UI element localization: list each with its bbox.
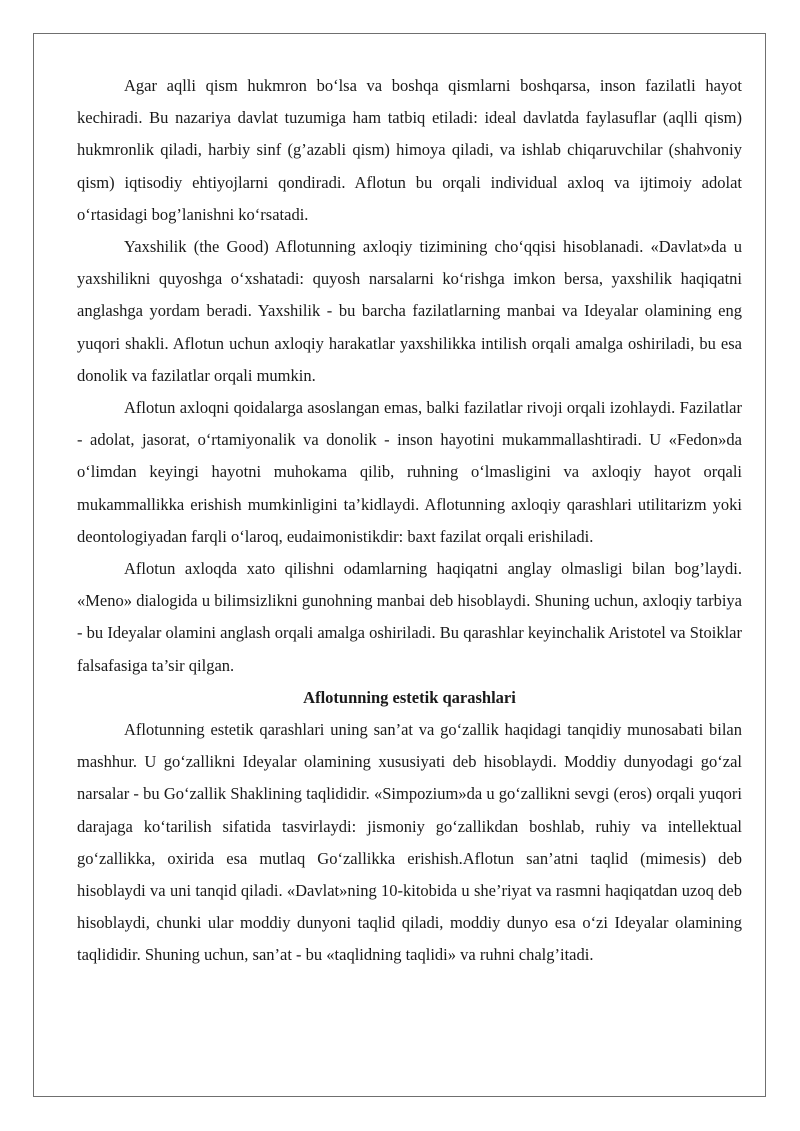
paragraph: Yaxshilik (the Good) Aflotunning axloqiy tizimining cho‘qqisi hisoblanadi. «Davlat»da u yaxshilikni quyoshga o‘xshatadi: quyosh narsalarni ko‘rishga imkon bersa, yaxshilik haqiqatni anglashga yordam beradi. Yaxshilik - bu barcha fazilatlarning manbai va Ideyalar olamining eng yuqori shakli. Aflotun uchun axloqiy harakatlar yaxshilikka intilish orqali amalga oshiriladi, bu esa donolik va fazilatlar orqali mumkin.	[77, 237, 742, 385]
paragraph: Aflotun axloqda xato qilishni odamlarning haqiqatni anglay olmasligi bilan bog’laydi. «Meno» dialogida u bilimsizlikni gunohning manbai deb hisoblaydi. Shuning uchun, axloqiy tarbiya - bu Ideyalar olamini anglash orqali amalga oshiriladi. Bu qarashlar keyinchalik Aristotel va Stoiklar falsafasiga ta’sir qilgan.	[77, 559, 742, 675]
paragraph: Aflotunning estetik qarashlari uning san’at va go‘zallik haqidagi tanqidiy munosabati bilan mashhur. U go‘zallikni Ideyalar olamining xususiyati deb hisoblaydi. Moddiy dunyodagi go‘zal narsalar - bu Go‘zallik Shaklining taqlididir. «Simpozium»da u go‘zallikni sevgi (eros) orqali yuqori darajaga ko‘tarilish sifatida tasvirlaydi: jismoniy go‘zallikdan boshlab, ruhiy va intellektual go‘zallikka, oxirida esa mutlaq Go‘zallikka erishish.Aflotun san’atni taqlid (mimesis) deb hisoblaydi va uni tanqid qiladi. «Davlat»ning 10-kitobida u she’riyat va rasmni haqiqatdan uzoq deb hisoblaydi, chunki ular moddiy dunyoni taqlid qiladi, moddiy dunyo esa o‘zi Ideyalar olamining taqlididir. Shuning uchun, san’at - bu «taqlidning taqlidi» va ruhni chalg’itadi.	[77, 720, 742, 965]
paragraph: Aflotun axloqni qoidalarga asoslangan emas, balki fazilatlar rivoji orqali izohlaydi. Fazilatlar - adolat, jasorat, o‘rtamiyonalik va donolik - inson hayotini mukammallashtiradi. U «Fedon»da o‘limdan keyingi hayotni muhokama qilib, ruhning o‘lmasligini va axloqiy hayot orqali mukammallikka erishish mumkinligini ta’kidlaydi. Aflotunning axloqiy qarashlari utilitarizm yoki deontologiyadan farqli o‘laroq, eudaimonistikdir: baxt fazilat orqali erishiladi.	[77, 398, 742, 546]
paragraph: Agar aqlli qism hukmron bo‘lsa va boshqa qismlarni boshqarsa, inson fazilatli hayot kechiradi. Bu nazariya davlat tuzumiga ham tatbiq etiladi: ideal davlatda faylasuflar (aqlli qism) hukmronlik qiladi, harbiy sinf (g’azabli qism) himoya qiladi, va ishlab chiqaruvchilar (shahvoniy qism) iqtisodiy ehtiyojlarni qondiradi. Aflotun bu orqali individual axloq va ijtimoiy adolat o‘rtasidagi bog’lanishni ko‘rsatadi.	[77, 76, 742, 224]
section-heading: Aflotunning estetik qarashlari	[303, 687, 516, 707]
document-body	[77, 70, 742, 972]
